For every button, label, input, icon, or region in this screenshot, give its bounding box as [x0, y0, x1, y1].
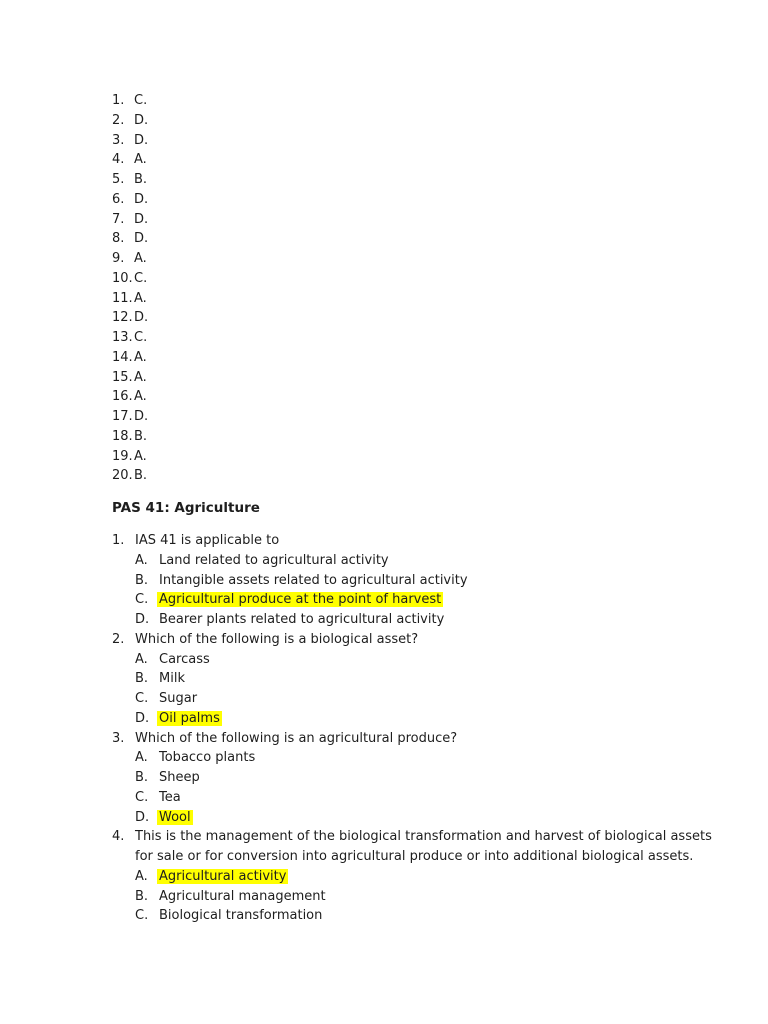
- option-item: [112, 748, 712, 768]
- answer-key-item: [112, 229, 148, 249]
- answer-number: 8.: [112, 231, 125, 247]
- option-letter: D.: [135, 809, 150, 825]
- section-title: PAS 41: Agriculture: [112, 500, 260, 516]
- answer-key-item: [112, 249, 148, 269]
- answer-letter: A.: [134, 389, 147, 405]
- option-letter: A.: [135, 651, 148, 667]
- answer-key-item: [112, 447, 148, 467]
- answer-letter: A.: [134, 349, 147, 365]
- option-item: [112, 650, 712, 670]
- highlighted-answer-text: Agricultural activity: [159, 868, 287, 884]
- answer-number: 5.: [112, 172, 125, 187]
- answer-key-item: [112, 407, 148, 427]
- question-text: IAS 41 is applicable to: [135, 533, 280, 548]
- question-item: [112, 630, 712, 729]
- question-line: [112, 847, 712, 867]
- answer-key-item: [112, 190, 148, 210]
- answer-letter: A.: [134, 152, 147, 168]
- answer-key-item: [112, 269, 148, 289]
- option-text: Biological transformation: [159, 908, 323, 924]
- answer-letter: B.: [134, 428, 148, 444]
- highlighted-answer-text: Agricultural produce at the point of harvest: [159, 592, 442, 608]
- answer-number: 12.: [112, 310, 133, 326]
- answer-number: 15.: [112, 369, 133, 385]
- option-letter: B.: [135, 671, 149, 687]
- answer-letter: D.: [134, 310, 149, 326]
- answer-letter: A.: [134, 448, 147, 464]
- option-text: Sugar: [159, 691, 198, 706]
- option-text: Bearer plants related to agricultural activity: [159, 612, 445, 627]
- answer-key-item: [112, 91, 148, 111]
- option-letter: C.: [135, 691, 149, 706]
- answer-number: 19.: [112, 448, 133, 464]
- option-letter: B.: [135, 572, 149, 588]
- option-text: Sheep: [159, 770, 200, 785]
- question-line: [112, 729, 712, 749]
- answer-number: 9.: [112, 251, 125, 266]
- highlighted-answer-text: Wool: [159, 809, 191, 825]
- question-item: [112, 729, 712, 828]
- option-text: Agricultural management: [159, 888, 326, 904]
- option-text: Tea: [159, 789, 181, 805]
- option-item: [112, 788, 712, 808]
- answer-number: 13.: [112, 330, 133, 345]
- option-letter: A.: [135, 552, 148, 568]
- question-item: [112, 531, 712, 630]
- answer-key-item: [112, 308, 148, 328]
- option-text: Land related to agricultural activity: [159, 552, 389, 568]
- answer-number: 14.: [112, 349, 133, 365]
- question-number: 2.: [112, 631, 125, 647]
- answer-letter: B.: [134, 468, 148, 484]
- option-item: [112, 689, 712, 709]
- option-item: [112, 571, 712, 591]
- option-item: [112, 669, 712, 689]
- highlighted-answer-text: Oil palms: [159, 710, 220, 726]
- answer-number: 6.: [112, 191, 125, 207]
- answer-key-item: [112, 170, 148, 190]
- answer-number: 1.: [112, 93, 125, 108]
- answer-key-item: [112, 131, 148, 151]
- option-letter: C.: [135, 592, 149, 608]
- answer-number: 16.: [112, 389, 133, 405]
- question-number: 3.: [112, 730, 125, 746]
- answer-number: 20.: [112, 468, 133, 484]
- option-item-correct: [112, 867, 712, 887]
- option-letter: A.: [135, 868, 148, 884]
- answer-number: 18.: [112, 428, 133, 444]
- option-item: [112, 768, 712, 788]
- option-text: Intangible assets related to agricultural activity: [159, 572, 468, 588]
- option-item-correct: [112, 709, 712, 729]
- answer-letter: C.: [134, 330, 148, 345]
- question-text: This is the management of the biological transformation and harvest of biological assets: [135, 829, 712, 845]
- option-item-correct: [112, 808, 712, 828]
- question-item: [112, 827, 712, 926]
- option-item-correct: [112, 590, 712, 610]
- answer-key-item: [112, 210, 148, 230]
- answer-key-item: [112, 328, 148, 348]
- answer-letter: D.: [134, 231, 149, 247]
- answer-number: 17.: [112, 409, 133, 424]
- answer-letter: D.: [134, 191, 149, 207]
- answer-number: 10.: [112, 270, 133, 286]
- answer-number: 3.: [112, 132, 125, 148]
- option-item: [112, 610, 712, 630]
- option-letter: C.: [135, 908, 149, 924]
- option-text: Milk: [159, 671, 185, 687]
- question-text: Which of the following is a biological asset?: [135, 631, 419, 647]
- option-item: [112, 551, 712, 571]
- answer-number: 11.: [112, 290, 133, 306]
- question-line: [112, 827, 712, 847]
- answer-number: 4.: [112, 152, 125, 168]
- answer-letter: D.: [134, 132, 149, 148]
- answer-key-item: [112, 348, 148, 368]
- answer-letter: D.: [134, 211, 149, 227]
- option-letter: D.: [135, 612, 150, 627]
- answer-letter: A.: [134, 290, 147, 306]
- answer-key-list: [112, 91, 148, 486]
- question-line: [112, 531, 712, 551]
- answer-key-item: [112, 150, 148, 170]
- option-letter: B.: [135, 888, 149, 904]
- answer-number: 7.: [112, 211, 125, 227]
- answer-key-item: [112, 466, 148, 486]
- answer-letter: D.: [134, 409, 149, 424]
- answer-letter: A.: [134, 251, 147, 266]
- question-text: for sale or for conversion into agricultural produce or into additional biological assets.: [135, 849, 694, 864]
- option-item: [112, 906, 712, 926]
- answer-key-item: [112, 368, 148, 388]
- option-text: Carcass: [159, 651, 210, 667]
- option-letter: A.: [135, 750, 148, 766]
- option-item: [112, 887, 712, 907]
- question-number: 4.: [112, 829, 125, 845]
- question-number: 1.: [112, 533, 125, 548]
- option-letter: D.: [135, 710, 150, 726]
- answer-key-item: [112, 387, 148, 407]
- answer-key-item: [112, 289, 148, 309]
- option-text: Tobacco plants: [159, 750, 256, 766]
- question-list: [112, 531, 712, 926]
- answer-key-item: [112, 427, 148, 447]
- answer-letter: D.: [134, 112, 149, 128]
- option-letter: B.: [135, 770, 149, 785]
- answer-letter: C.: [134, 270, 148, 286]
- answer-letter: C.: [134, 93, 148, 108]
- answer-key-item: [112, 111, 148, 131]
- option-letter: C.: [135, 789, 149, 805]
- question-line: [112, 630, 712, 650]
- answer-letter: B.: [134, 172, 148, 187]
- answer-number: 2.: [112, 112, 125, 128]
- answer-letter: A.: [134, 369, 147, 385]
- question-text: Which of the following is an agricultural produce?: [135, 730, 458, 746]
